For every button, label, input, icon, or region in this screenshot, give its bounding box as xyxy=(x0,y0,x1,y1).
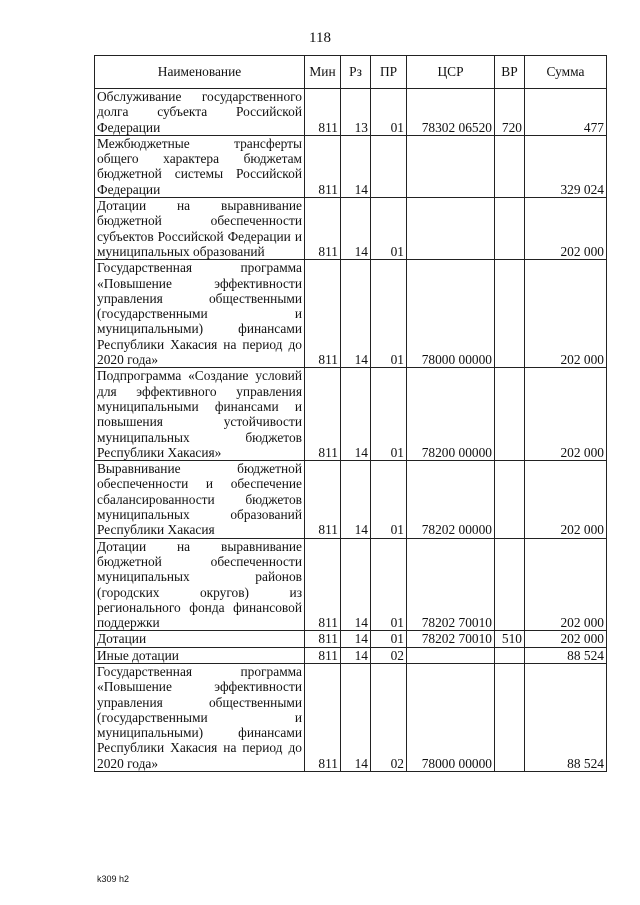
row-name: Государственная программа «Повышение эффективности управления общественными (государственными и муниципальными) финансами Республики Хакасия на период до 2020 года» xyxy=(95,260,305,368)
row-csr: 78202 70010 xyxy=(407,631,495,647)
page-number: 118 xyxy=(309,30,331,46)
row-rz: 14 xyxy=(341,368,371,461)
row-csr: 78202 00000 xyxy=(407,461,495,538)
row-min: 811 xyxy=(305,663,341,771)
table-row xyxy=(95,538,607,631)
row-csr: 78302 06520 xyxy=(407,89,495,136)
row-rz: 14 xyxy=(341,663,371,771)
row-rz: 14 xyxy=(341,135,371,197)
row-rz: 14 xyxy=(341,260,371,368)
row-min: 811 xyxy=(305,631,341,647)
row-name: Дотации на выравнивание бюджетной обеспеченности муниципальных районов (городских округов) из регионального фонда финансовой поддержки xyxy=(95,538,305,631)
row-vr xyxy=(495,260,525,368)
row-pr: 01 xyxy=(371,368,407,461)
row-sum: 329 024 xyxy=(525,135,607,197)
row-csr: 78000 00000 xyxy=(407,663,495,771)
header-rz: Рз xyxy=(341,56,371,89)
header-min: Мин xyxy=(305,56,341,89)
row-sum: 88 524 xyxy=(525,663,607,771)
row-name: Государственная программа «Повышение эффективности управления общественными (государственными и муниципальными) финансами Республики Хакасия на период до 2020 года» xyxy=(95,663,305,771)
table-header-row xyxy=(95,56,607,89)
row-csr: 78200 00000 xyxy=(407,368,495,461)
table-row xyxy=(95,631,607,647)
header-sum: Сумма xyxy=(525,56,607,89)
header-name: Наименование xyxy=(95,56,305,89)
table-row xyxy=(95,663,607,771)
row-pr: 01 xyxy=(371,198,407,260)
row-pr: 01 xyxy=(371,89,407,136)
row-min: 811 xyxy=(305,89,341,136)
row-pr: 01 xyxy=(371,631,407,647)
table-row xyxy=(95,368,607,461)
row-rz: 14 xyxy=(341,538,371,631)
row-csr xyxy=(407,647,495,663)
row-vr xyxy=(495,461,525,538)
row-sum: 202 000 xyxy=(525,461,607,538)
row-vr xyxy=(495,368,525,461)
row-min: 811 xyxy=(305,135,341,197)
table-row xyxy=(95,198,607,260)
row-name: Межбюджетные трансферты общего характера бюджетам бюджетной системы Российской Федерации xyxy=(95,135,305,197)
table-row xyxy=(95,260,607,368)
row-min: 811 xyxy=(305,461,341,538)
header-pr: ПР xyxy=(371,56,407,89)
header-vr: ВР xyxy=(495,56,525,89)
row-vr: 510 xyxy=(495,631,525,647)
row-pr: 02 xyxy=(371,647,407,663)
row-rz: 14 xyxy=(341,198,371,260)
row-pr: 01 xyxy=(371,461,407,538)
footer-code: k309 h2 xyxy=(97,874,130,884)
row-sum: 202 000 xyxy=(525,631,607,647)
row-rz: 13 xyxy=(341,89,371,136)
row-min: 811 xyxy=(305,368,341,461)
table-row xyxy=(95,89,607,136)
row-sum: 202 000 xyxy=(525,198,607,260)
row-vr xyxy=(495,135,525,197)
row-vr xyxy=(495,538,525,631)
row-name: Дотации xyxy=(95,631,305,647)
row-rz: 14 xyxy=(341,647,371,663)
row-vr xyxy=(495,663,525,771)
table-row xyxy=(95,461,607,538)
budget-table xyxy=(94,55,607,772)
table-row xyxy=(95,647,607,663)
row-pr: 01 xyxy=(371,260,407,368)
row-name: Обслуживание государственного долга субъекта Российской Федерации xyxy=(95,89,305,136)
row-pr: 02 xyxy=(371,663,407,771)
row-csr xyxy=(407,198,495,260)
row-name: Иные дотации xyxy=(95,647,305,663)
row-name: Подпрограмма «Создание условий для эффективного управления муниципальными финансами и повышения устойчивости муниципальных бюджетов Республики Хакасия» xyxy=(95,368,305,461)
row-sum: 477 xyxy=(525,89,607,136)
row-csr: 78202 70010 xyxy=(407,538,495,631)
row-vr xyxy=(495,647,525,663)
table-row xyxy=(95,135,607,197)
row-csr xyxy=(407,135,495,197)
row-sum: 202 000 xyxy=(525,260,607,368)
row-sum: 202 000 xyxy=(525,368,607,461)
row-min: 811 xyxy=(305,198,341,260)
row-rz: 14 xyxy=(341,631,371,647)
row-sum: 202 000 xyxy=(525,538,607,631)
row-vr: 720 xyxy=(495,89,525,136)
row-pr: 01 xyxy=(371,538,407,631)
row-vr xyxy=(495,198,525,260)
header-csr: ЦСР xyxy=(407,56,495,89)
row-rz: 14 xyxy=(341,461,371,538)
row-csr: 78000 00000 xyxy=(407,260,495,368)
row-min: 811 xyxy=(305,647,341,663)
row-min: 811 xyxy=(305,538,341,631)
row-sum: 88 524 xyxy=(525,647,607,663)
row-name: Дотации на выравнивание бюджетной обеспеченности субъектов Российской Федерации и муниципальных образований xyxy=(95,198,305,260)
row-min: 811 xyxy=(305,260,341,368)
row-name: Выравнивание бюджетной обеспеченности и обеспечение сбалансированности бюджетов муниципальных образований Республики Хакасия xyxy=(95,461,305,538)
row-pr xyxy=(371,135,407,197)
